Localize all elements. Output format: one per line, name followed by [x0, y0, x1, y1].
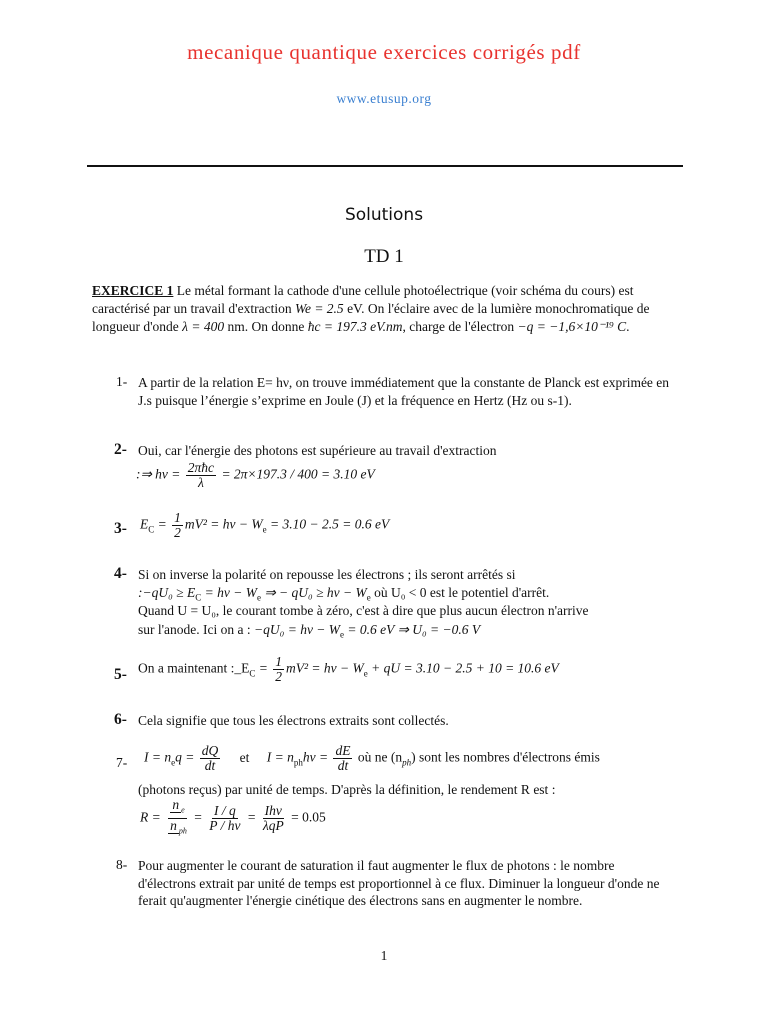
- electron-charge: −q = −1,6×10⁻¹⁹ C: [517, 319, 627, 334]
- denominator: λqP: [262, 817, 284, 833]
- exercise-text: , charge de l'électron: [402, 319, 515, 334]
- website-url[interactable]: www.etusup.org: [336, 91, 432, 106]
- subscript: e: [262, 524, 267, 535]
- item-number: 8-: [116, 857, 128, 872]
- numerator: 1: [174, 510, 181, 525]
- numerator: Ihν: [264, 802, 282, 818]
- fraction: [200, 744, 221, 773]
- eq-part: = 0.05: [291, 809, 326, 825]
- numerator: n: [172, 797, 180, 812]
- text-part: où ne (n: [354, 749, 403, 765]
- eq-part: + qU = 3.10 − 2.5 + 10 = 10.6 eV: [367, 660, 559, 676]
- eq-part: = 0.6 eV ⇒ U₀ = −0.6 V: [344, 622, 481, 637]
- eq-part: mV² = hν − W: [184, 516, 263, 532]
- exercise-text: nm. On donne: [227, 319, 305, 334]
- answer-2-text: Oui, car l'énergie des photons est supérieure au travail d'extraction: [138, 443, 497, 458]
- item-number: 3-: [114, 520, 127, 537]
- eq-part: :−qU₀ ≥ E: [138, 585, 196, 600]
- text-part: sur l'anode. Ici on a :: [138, 622, 251, 637]
- exercise-text: Le métal formant la cathode d'une cellule photoélectrique (voir schéma du cours) est caractérisé par un travail d'extraction: [92, 283, 634, 316]
- eq-part: E: [140, 516, 149, 532]
- item-number: 4-: [114, 565, 127, 582]
- eq-part: I = n: [266, 749, 294, 765]
- subscript: e: [171, 757, 176, 768]
- answer-6: Cela signifie que tous les électrons extraits sont collectés.: [138, 713, 449, 728]
- numerator: 1: [275, 654, 282, 669]
- page-number: 1: [380, 948, 388, 963]
- hc-value: ħc = 197.3 eV.nm: [307, 319, 403, 334]
- eq-part: q =: [175, 749, 195, 765]
- fraction: [186, 461, 216, 490]
- fraction: [172, 511, 183, 540]
- denominator: 2: [174, 525, 181, 540]
- denominator: λ: [198, 475, 204, 490]
- answer-8: Pour augmenter le courant de saturation il faut augmenter le flux de photons : le nombre d'électrons extrait par unité de temps est proportionnel à ce flux. Diminuer la longueur d'onde ne ferait qu'augmenter l'énergie cinétique des électrons sans en augmenter le nombre.: [138, 858, 660, 908]
- fraction: [273, 655, 284, 684]
- item-number: 7-: [116, 755, 128, 770]
- subscript: e: [256, 592, 261, 603]
- denominator: dt: [204, 758, 216, 773]
- numerator: dQ: [201, 743, 219, 758]
- item-number: 5-: [114, 666, 127, 683]
- eq-part: =: [154, 516, 167, 532]
- answer-4-line-4: [138, 622, 480, 640]
- subscript: e: [366, 592, 371, 603]
- subscript: C: [249, 668, 256, 679]
- divider: [87, 165, 683, 167]
- item-number: 6-: [114, 711, 127, 728]
- eq-part: −qU₀ = hν − W: [250, 622, 341, 637]
- punctuation: .: [626, 319, 630, 334]
- exercise-text: eV. On l'éclaire avec de la lumière monochromatique de longueur d'onde: [92, 301, 650, 334]
- eq-part: = 3.10 − 2.5 = 0.6 eV: [266, 516, 390, 532]
- denominator: 2: [275, 669, 282, 684]
- numerator: I / q: [213, 802, 236, 818]
- answer-1: A partir de la relation E= hν, on trouve immédiatement que la constante de Planck est exprimée en J.s puisque l’énergie s’exprime en Joule (J) et la fréquence en Hertz (Hz ou s-1).: [138, 375, 670, 408]
- answer-4-line-2: [138, 585, 549, 603]
- text-part: où U₀ < 0 est le potentiel d'arrêt.: [370, 585, 550, 600]
- answer-2-equation: [136, 461, 375, 490]
- answer-7-line-1: [144, 744, 600, 773]
- subscript: ph: [402, 757, 412, 768]
- subscript: ph: [178, 826, 187, 836]
- eq-part: mV² = hν − W: [285, 660, 364, 676]
- item-number: 2-: [114, 441, 127, 458]
- wavelength-value: λ = 400: [182, 319, 225, 334]
- subscript: e: [181, 805, 185, 815]
- numerator: 2πħc: [187, 460, 215, 475]
- eq-part: = 2π×197.3 / 400 = 3.10 eV: [221, 466, 375, 482]
- eq-part: ⇒ − qU₀ ≥ hν − W: [260, 585, 367, 600]
- fraction: [166, 798, 189, 838]
- work-function-value: We = 2.5: [294, 301, 344, 316]
- eq-part: =: [255, 660, 268, 676]
- numerator: dE: [335, 743, 351, 758]
- exercise-intro: [92, 282, 674, 336]
- text-part: On a maintenant :_E: [138, 660, 250, 676]
- eq-part: R =: [140, 809, 161, 825]
- eq-part: hν =: [302, 749, 329, 765]
- item-number: 1-: [116, 374, 128, 389]
- denominator: dt: [337, 758, 349, 773]
- section-heading-td: TD 1: [364, 246, 404, 267]
- subscript: C: [148, 524, 155, 535]
- document-title: mecanique quantique exercices corrigés pdf: [187, 40, 581, 64]
- exercise-label: EXERCICE 1: [92, 283, 174, 298]
- fraction: [333, 744, 352, 773]
- eq-part: :⇒ hν =: [136, 466, 181, 482]
- text-part: ) sont les nombres d'électrons émis: [411, 749, 600, 765]
- eq-part: I = n: [144, 749, 172, 765]
- answer-7-line-2: (photons reçus) par unité de temps. D'après la définition, le rendement R est :: [138, 782, 556, 797]
- answer-5-equation: [138, 655, 559, 684]
- subscript: C: [195, 592, 202, 603]
- section-heading-solutions: Solutions: [344, 205, 424, 225]
- fraction: [207, 804, 242, 833]
- answer-3-equation: [140, 511, 389, 540]
- answer-4-line-3: Quand U = U₀, le courant tombe à zéro, c'est à dire que plus aucun électron n'arrive: [138, 603, 589, 618]
- subscript: e: [363, 668, 368, 679]
- subscript: e: [340, 629, 345, 640]
- text-part: et: [239, 749, 250, 765]
- denominator: n: [170, 817, 177, 833]
- subscript: ph: [293, 757, 303, 768]
- denominator: P / hν: [209, 817, 241, 833]
- answer-7-efficiency: R = $\frac{n _e}{n _{ph}}$ = $\frac{I / q}{P / h\nu}$ = $\frac{\text{Ihν}}{\text{λqP}}$ = 0.05: [140, 798, 326, 838]
- eq-part: = hν − W: [201, 585, 257, 600]
- answer-4-line-1: Si on inverse la polarité on repousse les électrons ; ils seront arrêtés si: [138, 567, 516, 582]
- fraction: [261, 804, 286, 833]
